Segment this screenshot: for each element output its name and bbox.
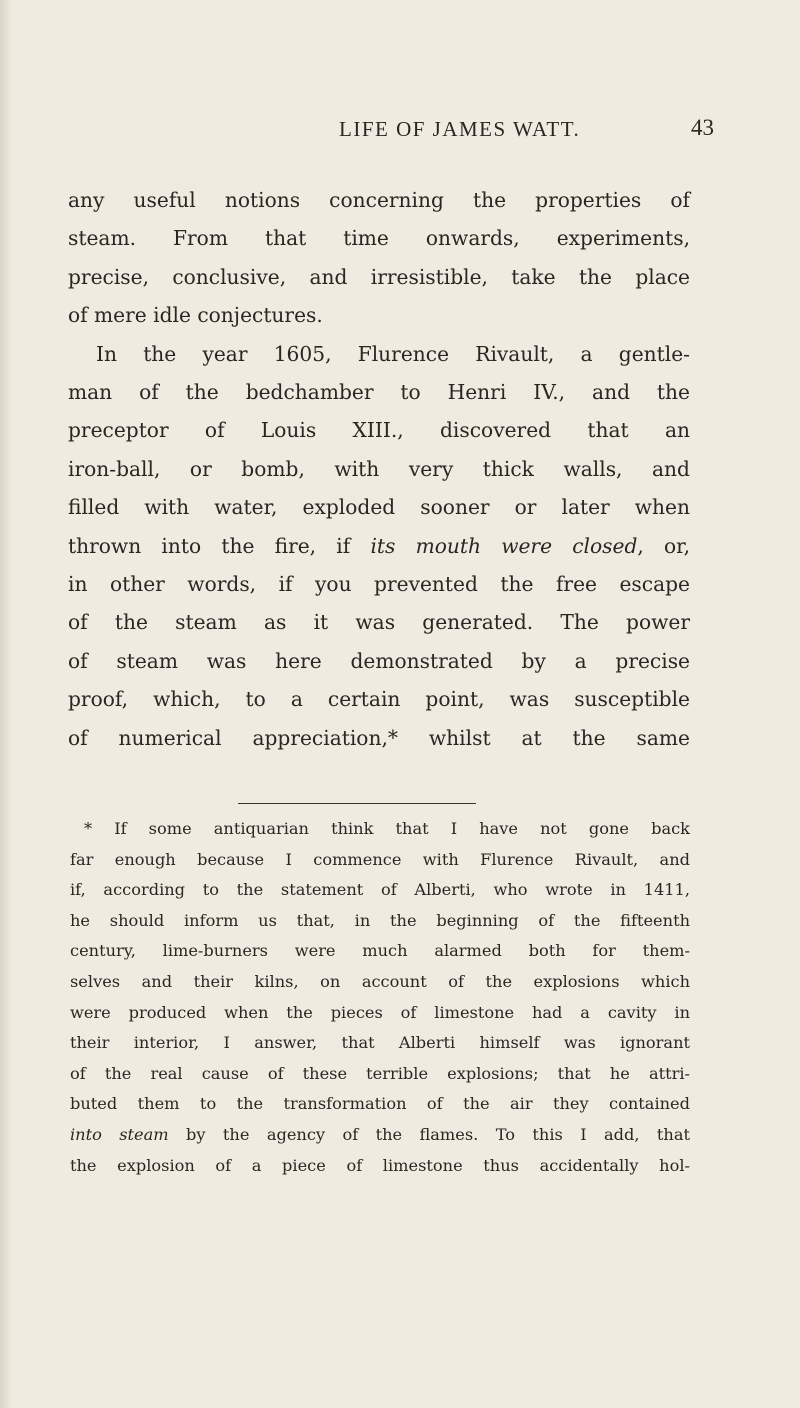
body-line-8: iron-ball, or bomb, with very thick walls, and — [68, 456, 690, 481]
body-line-2: steam. From that time onwards, experiments, — [68, 226, 690, 251]
body-line-10 — [68, 527, 690, 565]
body-line-7: preceptor of Louis XIII., discovered that an — [68, 418, 690, 443]
footnote-line-1: * If some antiquarian think that I have not gone back — [84, 819, 690, 838]
footnote-line-10: buted them to the transformation of the air they contained — [70, 1094, 690, 1114]
body-line-10-end: , or, — [637, 533, 691, 558]
body-line-11: in other words, if you prevented the free escape — [68, 572, 690, 597]
page-number: 43 — [691, 115, 714, 140]
body-line-15: of numerical appreciation,* whilst at the same — [68, 725, 690, 750]
footnote-line-9: of the real cause of these terrible explosions; that he attri- — [70, 1063, 690, 1083]
running-title: LIFE OF JAMES WATT. — [339, 117, 581, 141]
footnote-line-3: if, according to the statement of Alberti, who wrote in 1411, — [70, 880, 690, 900]
body-line-10-italic: its mouth were closed — [370, 533, 638, 558]
footnote-line-11-rest: by the agency of the flames. To this I add, that — [168, 1124, 690, 1144]
body-line-5: In the year 1605, Flurence Rivault, a gentle- — [96, 341, 690, 366]
body-line-9: filled with water, exploded sooner or later when — [68, 495, 690, 520]
body-line-6: man of the bedchamber to Henri IV., and the — [68, 380, 690, 405]
footnote-line-7: were produced when the pieces of limestone had a cavity in — [70, 1002, 690, 1022]
body-line-14: proof, which, to a certain point, was susceptible — [68, 687, 690, 712]
footnote-line-5: century, lime-burners were much alarmed both for them- — [70, 941, 690, 961]
body-line-3: precise, conclusive, and irresistible, take the place — [68, 264, 690, 289]
footnote-rule — [238, 803, 476, 804]
body-line-13: of steam was here demonstrated by a precise — [68, 648, 690, 673]
footnote-line-6: selves and their kilns, on account of the explosions which — [70, 971, 690, 991]
footnote-line-4: he should inform us that, in the beginning of the fifteenth — [70, 910, 690, 930]
footnote — [70, 814, 690, 1181]
footnote-line-2: far enough because I commence with Flurence Rivault, and — [70, 849, 690, 869]
body-text — [68, 181, 690, 757]
footnote-line-8: their interior, I answer, that Alberti himself was ignorant — [70, 1033, 690, 1053]
body-line-12: of the steam as it was generated. The power — [68, 610, 690, 635]
footnote-line-11 — [70, 1120, 690, 1151]
footnote-line-12: the explosion of a piece of limestone thus accidentally hol- — [70, 1155, 690, 1175]
body-line-4: of mere idle conjectures. — [68, 303, 323, 328]
body-line-1: any useful notions concerning the properties of — [68, 188, 690, 212]
page-edge-shadow — [0, 0, 14, 1408]
body-line-10-start: thrown into the fire, if — [68, 533, 371, 558]
footnote-line-11-italic: into steam — [70, 1124, 169, 1144]
